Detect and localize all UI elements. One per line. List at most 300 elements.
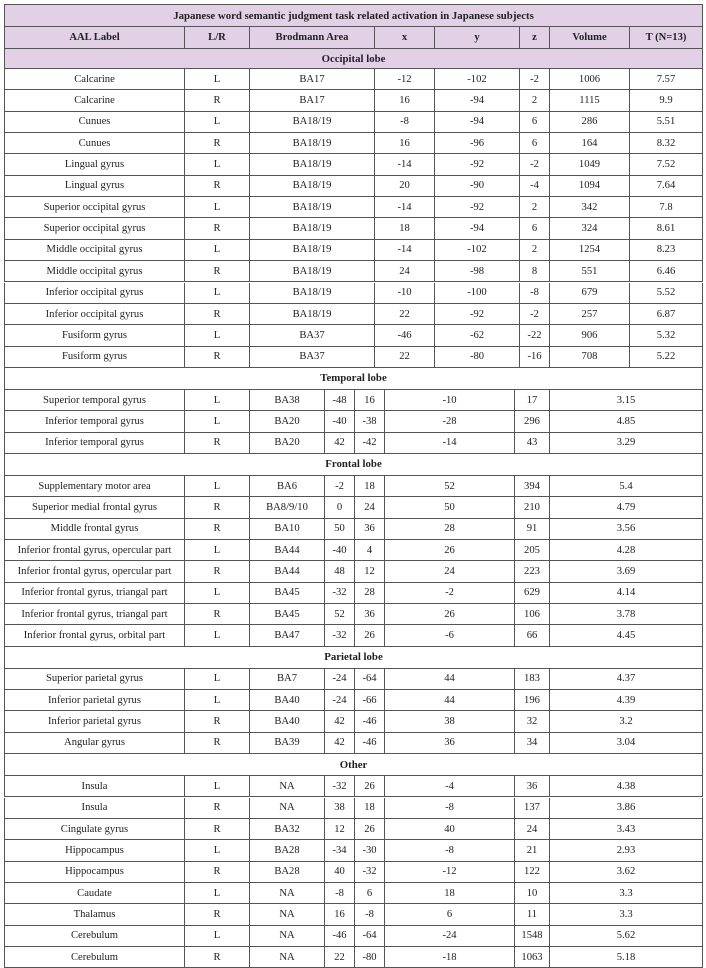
cell-lr: R (185, 862, 250, 883)
cell-brodmann-area: BA38 (250, 390, 325, 411)
cell-x: -46 (375, 325, 435, 346)
cell-lr: L (185, 240, 250, 261)
cell-z: -2 (520, 304, 550, 325)
cell-lr: L (185, 540, 250, 561)
cell-brodmann-area: BA17 (250, 69, 375, 90)
cell-x: -2 (325, 476, 355, 497)
cell-brodmann-area: BA7 (250, 669, 325, 690)
cell-t-value: 4.85 (550, 411, 703, 432)
cell-t-value: 4.14 (550, 583, 703, 604)
cell-y: 26 (355, 819, 385, 840)
cell-x: 16 (375, 133, 435, 154)
cell-volume: 1548 (515, 926, 550, 947)
cell-lr: L (185, 69, 250, 90)
cell-lr: L (185, 411, 250, 432)
cell-y: 4 (355, 540, 385, 561)
table-row (4, 197, 703, 218)
cell-t-value: 6.87 (630, 304, 703, 325)
cell-x: 16 (375, 90, 435, 111)
cell-volume: 342 (550, 197, 630, 218)
table-title: Japanese word semantic judgment task related activation in Japanese subjects (4, 4, 703, 27)
cell-x: -40 (325, 411, 355, 432)
cell-x: 50 (325, 519, 355, 540)
cell-z: 24 (385, 561, 515, 582)
cell-aal-label: Insula (4, 776, 185, 797)
table-row (4, 112, 703, 133)
cell-y: -64 (355, 926, 385, 947)
cell-aal-label: Inferior occipital gyrus (4, 283, 185, 304)
cell-brodmann-area: BA8/9/10 (250, 497, 325, 518)
cell-z: -10 (385, 390, 515, 411)
column-header-y: y (435, 27, 520, 49)
cell-t-value: 8.61 (630, 218, 703, 239)
cell-aal-label: Inferior frontal gyrus, opercular part (4, 540, 185, 561)
table-row (4, 561, 703, 582)
table-row (4, 154, 703, 175)
cell-x: -32 (325, 625, 355, 646)
table-row (4, 690, 703, 711)
cell-y: -92 (435, 304, 520, 325)
table-row (4, 669, 703, 690)
cell-t-value: 7.8 (630, 197, 703, 218)
cell-aal-label: Cingulate gyrus (4, 819, 185, 840)
cell-z: -8 (520, 283, 550, 304)
cell-t-value: 5.52 (630, 283, 703, 304)
table-row (4, 926, 703, 947)
cell-aal-label: Fusiform gyrus (4, 325, 185, 346)
column-header-volume: Volume (550, 27, 630, 49)
cell-lr: L (185, 476, 250, 497)
column-header-x: x (375, 27, 435, 49)
cell-lr: R (185, 347, 250, 368)
table-row (4, 283, 703, 304)
table-row (4, 476, 703, 497)
cell-t-value: 8.23 (630, 240, 703, 261)
cell-t-value: 3.86 (550, 798, 703, 819)
cell-volume: 679 (550, 283, 630, 304)
cell-x: 16 (325, 904, 355, 925)
cell-z: -18 (385, 947, 515, 968)
cell-volume: 205 (515, 540, 550, 561)
cell-t-value: 3.3 (550, 883, 703, 904)
cell-lr: L (185, 625, 250, 646)
cell-brodmann-area: BA37 (250, 347, 375, 368)
cell-lr: R (185, 497, 250, 518)
cell-volume: 1006 (550, 69, 630, 90)
table-row (4, 540, 703, 561)
cell-aal-label: Thalamus (4, 904, 185, 925)
cell-aal-label: Cerebulum (4, 947, 185, 968)
cell-z: -6 (385, 625, 515, 646)
cell-t-value: 3.62 (550, 862, 703, 883)
cell-t-value: 4.38 (550, 776, 703, 797)
cell-y: 26 (355, 776, 385, 797)
section-header: Other (4, 754, 703, 776)
cell-aal-label: Supplementary motor area (4, 476, 185, 497)
cell-brodmann-area: BA45 (250, 604, 325, 625)
cell-aal-label: Inferior temporal gyrus (4, 411, 185, 432)
cell-volume: 32 (515, 711, 550, 732)
cell-volume: 1049 (550, 154, 630, 175)
cell-z: 8 (520, 261, 550, 282)
cell-lr: R (185, 261, 250, 282)
cell-x: -24 (325, 669, 355, 690)
cell-volume: 551 (550, 261, 630, 282)
cell-lr: R (185, 561, 250, 582)
table-row (4, 625, 703, 646)
cell-brodmann-area: NA (250, 776, 325, 797)
cell-y: -94 (435, 218, 520, 239)
cell-t-value: 8.32 (630, 133, 703, 154)
cell-aal-label: Hippocampus (4, 862, 185, 883)
cell-y: -80 (355, 947, 385, 968)
cell-z: -8 (385, 798, 515, 819)
cell-x: -34 (325, 840, 355, 861)
cell-brodmann-area: NA (250, 926, 325, 947)
cell-brodmann-area: BA17 (250, 90, 375, 111)
table-title-row (4, 4, 703, 27)
cell-volume: 66 (515, 625, 550, 646)
cell-t-value: 5.22 (630, 347, 703, 368)
cell-x: -40 (325, 540, 355, 561)
cell-x: 38 (325, 798, 355, 819)
cell-x: 42 (325, 733, 355, 754)
cell-y: 18 (355, 798, 385, 819)
cell-volume: 196 (515, 690, 550, 711)
cell-lr: L (185, 690, 250, 711)
cell-volume: 137 (515, 798, 550, 819)
cell-aal-label: Inferior frontal gyrus, orbital part (4, 625, 185, 646)
cell-t-value: 4.28 (550, 540, 703, 561)
cell-z: -2 (520, 154, 550, 175)
cell-z: 6 (520, 218, 550, 239)
table-row (4, 947, 703, 968)
cell-x: -8 (375, 112, 435, 133)
table-row (4, 261, 703, 282)
cell-aal-label: Insula (4, 798, 185, 819)
cell-z: 2 (520, 90, 550, 111)
cell-z: -2 (385, 583, 515, 604)
cell-y: -102 (435, 240, 520, 261)
cell-t-value: 7.64 (630, 176, 703, 197)
cell-aal-label: Lingual gyrus (4, 154, 185, 175)
column-header-z: z (520, 27, 550, 49)
table-row (4, 218, 703, 239)
cell-t-value: 4.79 (550, 497, 703, 518)
cell-lr: L (185, 926, 250, 947)
cell-x: 0 (325, 497, 355, 518)
cell-volume: 21 (515, 840, 550, 861)
cell-t-value: 5.18 (550, 947, 703, 968)
column-header-lr: L/R (185, 27, 250, 49)
cell-aal-label: Middle occipital gyrus (4, 261, 185, 282)
cell-brodmann-area: BA20 (250, 433, 325, 454)
cell-brodmann-area: BA37 (250, 325, 375, 346)
cell-y: 12 (355, 561, 385, 582)
cell-x: 48 (325, 561, 355, 582)
cell-aal-label: Inferior temporal gyrus (4, 433, 185, 454)
table-row (4, 90, 703, 111)
cell-volume: 122 (515, 862, 550, 883)
cell-brodmann-area: BA18/19 (250, 112, 375, 133)
cell-brodmann-area: BA18/19 (250, 261, 375, 282)
cell-aal-label: Superior medial frontal gyrus (4, 497, 185, 518)
cell-y: -80 (435, 347, 520, 368)
cell-z: 18 (385, 883, 515, 904)
table-row (4, 840, 703, 861)
cell-aal-label: Middle occipital gyrus (4, 240, 185, 261)
cell-brodmann-area: BA18/19 (250, 133, 375, 154)
cell-y: -94 (435, 90, 520, 111)
cell-x: 12 (325, 819, 355, 840)
cell-t-value: 3.04 (550, 733, 703, 754)
cell-volume: 10 (515, 883, 550, 904)
table-row (4, 604, 703, 625)
cell-volume: 34 (515, 733, 550, 754)
cell-lr: L (185, 283, 250, 304)
cell-volume: 394 (515, 476, 550, 497)
cell-y: -8 (355, 904, 385, 925)
section-header: Temporal lobe (4, 368, 703, 390)
cell-z: 6 (520, 112, 550, 133)
cell-lr: L (185, 776, 250, 797)
cell-x: 22 (325, 947, 355, 968)
cell-y: 24 (355, 497, 385, 518)
cell-brodmann-area: BA18/19 (250, 218, 375, 239)
cell-aal-label: Middle frontal gyrus (4, 519, 185, 540)
cell-volume: 296 (515, 411, 550, 432)
cell-z: 36 (385, 733, 515, 754)
cell-volume: 1254 (550, 240, 630, 261)
cell-z: 40 (385, 819, 515, 840)
table-row (4, 733, 703, 754)
cell-lr: L (185, 840, 250, 861)
cell-lr: L (185, 390, 250, 411)
cell-t-value: 4.45 (550, 625, 703, 646)
table-row (4, 883, 703, 904)
cell-brodmann-area: NA (250, 883, 325, 904)
cell-brodmann-area: NA (250, 904, 325, 925)
cell-x: 42 (325, 711, 355, 732)
cell-y: -64 (355, 669, 385, 690)
cell-volume: 17 (515, 390, 550, 411)
cell-lr: R (185, 819, 250, 840)
cell-x: -12 (375, 69, 435, 90)
cell-z: -4 (520, 176, 550, 197)
section-header-row (4, 49, 703, 69)
cell-lr: R (185, 733, 250, 754)
cell-t-value: 2.93 (550, 840, 703, 861)
table-header-row (4, 27, 703, 49)
cell-z: -2 (520, 69, 550, 90)
cell-t-value: 4.37 (550, 669, 703, 690)
cell-brodmann-area: BA18/19 (250, 283, 375, 304)
cell-y: -42 (355, 433, 385, 454)
cell-z: 6 (385, 904, 515, 925)
section-header: Frontal lobe (4, 454, 703, 476)
cell-lr: L (185, 154, 250, 175)
cell-x: 20 (375, 176, 435, 197)
cell-y: -46 (355, 733, 385, 754)
cell-z: -22 (520, 325, 550, 346)
cell-z: -8 (385, 840, 515, 861)
cell-brodmann-area: BA10 (250, 519, 325, 540)
cell-x: 52 (325, 604, 355, 625)
cell-lr: R (185, 304, 250, 325)
cell-x: -24 (325, 690, 355, 711)
cell-y: 36 (355, 519, 385, 540)
table-row (4, 325, 703, 346)
cell-y: -92 (435, 154, 520, 175)
column-header-brodmann-area: Brodmann Area (250, 27, 375, 49)
cell-lr: L (185, 669, 250, 690)
cell-brodmann-area: BA18/19 (250, 240, 375, 261)
cell-t-value: 3.43 (550, 819, 703, 840)
cell-lr: L (185, 112, 250, 133)
cell-volume: 43 (515, 433, 550, 454)
cell-brodmann-area: BA18/19 (250, 197, 375, 218)
cell-y: -98 (435, 261, 520, 282)
cell-aal-label: Superior occipital gyrus (4, 197, 185, 218)
cell-z: 6 (520, 133, 550, 154)
cell-brodmann-area: BA18/19 (250, 304, 375, 325)
section-header-row (4, 754, 703, 776)
cell-x: -32 (325, 583, 355, 604)
cell-aal-label: Inferior frontal gyrus, triangal part (4, 583, 185, 604)
cell-brodmann-area: BA20 (250, 411, 325, 432)
table-row (4, 904, 703, 925)
cell-aal-label: Calcarine (4, 90, 185, 111)
cell-x: -46 (325, 926, 355, 947)
table-row (4, 819, 703, 840)
cell-volume: 24 (515, 819, 550, 840)
cell-x: 18 (375, 218, 435, 239)
cell-brodmann-area: BA40 (250, 690, 325, 711)
cell-z: 50 (385, 497, 515, 518)
cell-t-value: 5.51 (630, 112, 703, 133)
cell-y: -96 (435, 133, 520, 154)
cell-z: 26 (385, 540, 515, 561)
cell-brodmann-area: BA18/19 (250, 176, 375, 197)
cell-volume: 1063 (515, 947, 550, 968)
cell-y: -102 (435, 69, 520, 90)
cell-lr: R (185, 176, 250, 197)
cell-y: -94 (435, 112, 520, 133)
cell-lr: R (185, 433, 250, 454)
cell-volume: 708 (550, 347, 630, 368)
cell-lr: R (185, 133, 250, 154)
table-row (4, 497, 703, 518)
cell-volume: 286 (550, 112, 630, 133)
cell-z: 38 (385, 711, 515, 732)
cell-z: 26 (385, 604, 515, 625)
cell-x: -14 (375, 154, 435, 175)
cell-x: -8 (325, 883, 355, 904)
cell-aal-label: Inferior occipital gyrus (4, 304, 185, 325)
cell-volume: 324 (550, 218, 630, 239)
cell-z: -16 (520, 347, 550, 368)
cell-y: -90 (435, 176, 520, 197)
cell-lr: R (185, 90, 250, 111)
cell-aal-label: Cunues (4, 133, 185, 154)
cell-aal-label: Caudate (4, 883, 185, 904)
cell-volume: 91 (515, 519, 550, 540)
cell-x: 42 (325, 433, 355, 454)
cell-t-value: 3.29 (550, 433, 703, 454)
cell-lr: R (185, 604, 250, 625)
cell-x: -32 (325, 776, 355, 797)
cell-x: 24 (375, 261, 435, 282)
cell-brodmann-area: BA44 (250, 561, 325, 582)
cell-volume: 629 (515, 583, 550, 604)
table-row (4, 304, 703, 325)
cell-x: -14 (375, 197, 435, 218)
cell-aal-label: Cerebulum (4, 926, 185, 947)
table-row (4, 176, 703, 197)
cell-brodmann-area: BA28 (250, 840, 325, 861)
cell-t-value: 3.56 (550, 519, 703, 540)
table-row (4, 433, 703, 454)
cell-x: -14 (375, 240, 435, 261)
table-row (4, 347, 703, 368)
cell-z: 44 (385, 690, 515, 711)
cell-volume: 36 (515, 776, 550, 797)
cell-aal-label: Superior parietal gyrus (4, 669, 185, 690)
cell-lr: R (185, 218, 250, 239)
cell-y: -62 (435, 325, 520, 346)
cell-aal-label: Fusiform gyrus (4, 347, 185, 368)
cell-volume: 223 (515, 561, 550, 582)
cell-t-value: 6.46 (630, 261, 703, 282)
cell-t-value: 5.4 (550, 476, 703, 497)
cell-brodmann-area: BA47 (250, 625, 325, 646)
cell-z: -12 (385, 862, 515, 883)
cell-aal-label: Superior occipital gyrus (4, 218, 185, 239)
table-row (4, 798, 703, 819)
cell-volume: 106 (515, 604, 550, 625)
cell-y: -32 (355, 862, 385, 883)
cell-aal-label: Inferior parietal gyrus (4, 690, 185, 711)
cell-t-value: 9.9 (630, 90, 703, 111)
cell-t-value: 7.57 (630, 69, 703, 90)
cell-z: -14 (385, 433, 515, 454)
cell-volume: 1094 (550, 176, 630, 197)
cell-y: 36 (355, 604, 385, 625)
cell-x: 22 (375, 304, 435, 325)
cell-brodmann-area: BA28 (250, 862, 325, 883)
cell-lr: R (185, 711, 250, 732)
cell-aal-label: Calcarine (4, 69, 185, 90)
section-header-row (4, 454, 703, 476)
cell-x: 22 (375, 347, 435, 368)
activation-table (4, 4, 703, 968)
cell-lr: R (185, 904, 250, 925)
cell-z: 52 (385, 476, 515, 497)
cell-lr: L (185, 583, 250, 604)
cell-y: -38 (355, 411, 385, 432)
section-header: Parietal lobe (4, 647, 703, 669)
cell-lr: L (185, 883, 250, 904)
table-row (4, 583, 703, 604)
table-row (4, 133, 703, 154)
cell-aal-label: Hippocampus (4, 840, 185, 861)
table-row (4, 519, 703, 540)
cell-aal-label: Inferior parietal gyrus (4, 711, 185, 732)
cell-brodmann-area: BA39 (250, 733, 325, 754)
cell-y: -66 (355, 690, 385, 711)
cell-t-value: 4.39 (550, 690, 703, 711)
cell-brodmann-area: BA45 (250, 583, 325, 604)
